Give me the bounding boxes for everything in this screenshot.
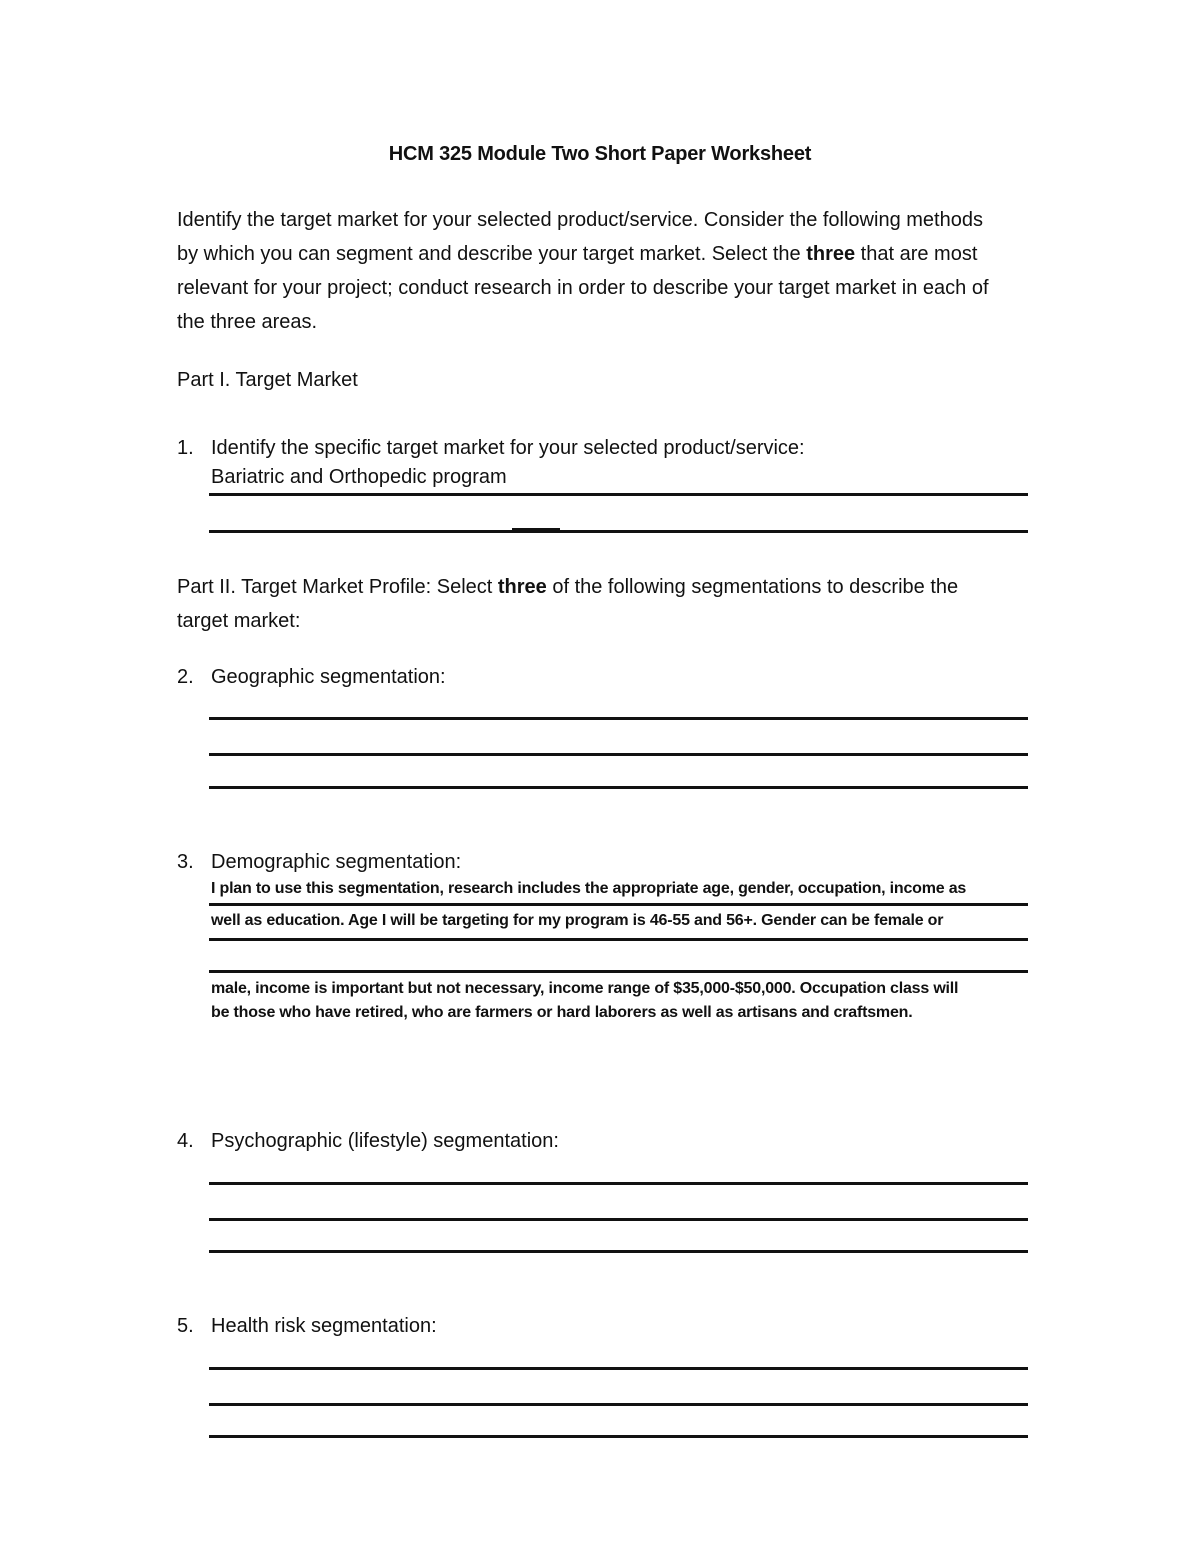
q4-question: Psychographic (lifestyle) segmentation: [211, 1130, 559, 1152]
answer-line [209, 717, 1028, 720]
answer-line [209, 1182, 1028, 1185]
q3-answer-line4[interactable]: be those who have retired, who are farmers or hard laborers as well as artisans and craftsmen. [211, 1004, 913, 1021]
part2-heading-text: Part II. Target Market Profile: Select [177, 576, 498, 598]
q3-answer-line3[interactable]: male, income is important but not necessary, income range of $35,000-$50,000. Occupation class will [211, 980, 959, 997]
part2-bold-three: three [497, 576, 547, 598]
answer-line [209, 1250, 1028, 1253]
q1-question: Identify the specific target market for your selected product/service: [211, 437, 805, 459]
answer-line [209, 493, 1028, 496]
answer-line-mark [512, 528, 560, 531]
intro-paragraph [177, 203, 1007, 339]
q3-question: Demographic segmentation: [211, 851, 462, 873]
answer-line [209, 786, 1028, 789]
answer-line [209, 938, 1028, 941]
q3-answer-line2[interactable]: well as education. Age I will be targeting for my program is 46-55 and 56+. Gender can be female or [211, 912, 944, 929]
q2-question: Geographic segmentation: [211, 666, 446, 688]
part1-heading: Part I. Target Market [177, 369, 358, 391]
answer-line [209, 753, 1028, 756]
part2-heading-text-end: of the following segmentations to describe the target market: [177, 576, 959, 632]
intro-text-end: that are most relevant for your project; conduct research in order to describe your target market in each of the three areas. [177, 243, 989, 333]
q4-number: 4. [177, 1130, 194, 1152]
q5-question: Health risk segmentation: [211, 1315, 437, 1337]
intro-text: Identify the target market for your selected product/service. Consider the following methods by which you can segment and describe your target market. Select the [177, 209, 983, 265]
q5-number: 5. [177, 1315, 194, 1337]
answer-line [209, 1403, 1028, 1406]
page-title: HCM 325 Module Two Short Paper Worksheet [388, 143, 812, 165]
q1-answer[interactable]: Bariatric and Orthopedic program [211, 466, 507, 488]
answer-line [209, 1435, 1028, 1438]
q1-number: 1. [177, 437, 194, 459]
part2-heading [177, 570, 1007, 638]
answer-line [209, 1218, 1028, 1221]
q3-number: 3. [177, 851, 194, 873]
answer-line [209, 903, 1028, 906]
answer-line [209, 970, 1028, 973]
q2-number: 2. [177, 666, 194, 688]
answer-line [209, 530, 1028, 533]
intro-bold-three: three [806, 243, 856, 265]
answer-line [209, 1367, 1028, 1370]
q3-answer-line1[interactable]: I plan to use this segmentation, research includes the appropriate age, gender, occupation, income as [211, 880, 967, 897]
